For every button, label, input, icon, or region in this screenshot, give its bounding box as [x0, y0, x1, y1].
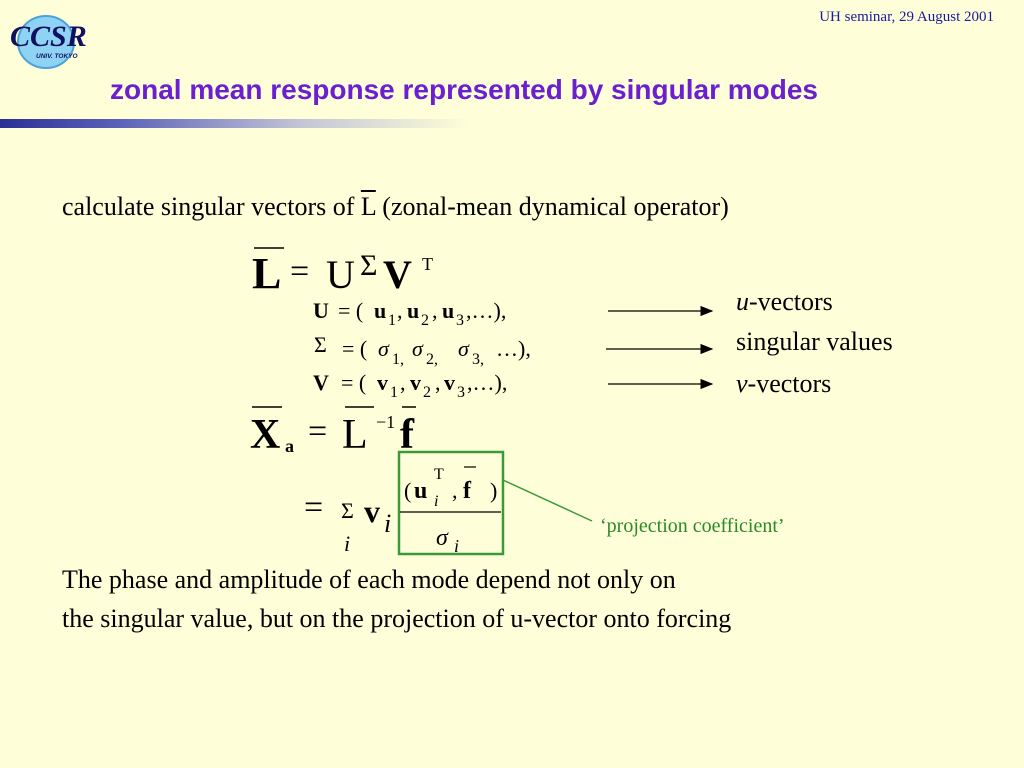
svg-text:V: V [313, 370, 329, 395]
expansion-equation [304, 452, 503, 556]
svg-text:): ) [490, 478, 498, 503]
svg-text:−1: −1 [376, 412, 396, 432]
svg-text:1: 1 [390, 384, 398, 401]
svg-text:3,: 3, [472, 351, 484, 368]
svg-text:U: U [326, 252, 355, 297]
conclusion-line-2: the singular value, but on the projection of u-vector onto forcing [62, 604, 732, 633]
v-vectors-label [736, 369, 831, 399]
svg-text:= (: = ( [341, 370, 367, 395]
svg-text:u: u [407, 298, 420, 323]
svg-text:…),: …), [496, 336, 531, 361]
svg-text:σ: σ [436, 525, 448, 551]
svg-text:,…),: ,…), [466, 298, 507, 323]
svg-text:T: T [434, 466, 444, 483]
slide-title: zonal mean response represented by singular modes [110, 74, 818, 105]
singular-values-label: singular values [736, 327, 893, 356]
svg-text:=: = [308, 413, 328, 450]
svg-text:Σ: Σ [360, 249, 378, 282]
conclusion-line-1: The phase and amplitude of each mode depend not only on [62, 565, 676, 594]
svg-text:,: , [400, 370, 406, 395]
sigma-definition [314, 332, 531, 368]
svg-text:f: f [463, 478, 471, 504]
svg-text:= (: = ( [342, 336, 368, 361]
svg-text:i: i [384, 509, 392, 538]
v-vectors-var: v [736, 369, 748, 398]
svg-text:,: , [435, 370, 441, 395]
conclusion-text [62, 560, 731, 638]
svg-text:3: 3 [457, 384, 465, 401]
svg-text:i: i [344, 531, 351, 556]
v-definition [313, 370, 507, 401]
svg-text:,: , [452, 478, 458, 503]
svg-text:f: f [400, 412, 414, 458]
operator-symbol: $\overline{L}$ [360, 192, 376, 221]
svg-text:Σ: Σ [341, 498, 354, 523]
u-definition [313, 298, 506, 329]
u-vectors-label [736, 287, 833, 317]
svg-text:σ: σ [378, 336, 389, 361]
svg-text:1: 1 [388, 312, 396, 329]
projection-connector-line [503, 480, 592, 521]
svg-text:UNIV. TOKYO: UNIV. TOKYO [36, 53, 78, 60]
svg-text:i: i [454, 536, 460, 556]
u-vectors-rest: -vectors [749, 287, 833, 316]
svg-text:(: ( [404, 478, 412, 503]
svg-text:2: 2 [423, 384, 431, 401]
svg-text:u: u [374, 298, 387, 323]
svg-text:2: 2 [421, 312, 429, 329]
svg-text:V: V [383, 252, 412, 297]
svg-text:L: L [252, 249, 282, 298]
svg-text:X: X [250, 412, 281, 458]
svg-text:Σ: Σ [314, 332, 327, 357]
svg-text:σ: σ [412, 336, 423, 361]
v-vectors-rest: -vectors [747, 369, 832, 398]
svg-text:T: T [422, 254, 433, 274]
svg-text:1,: 1, [392, 351, 404, 368]
svg-text:3: 3 [456, 312, 464, 329]
svg-text:,…),: ,…), [467, 370, 508, 395]
svg-text:i: i [434, 493, 439, 510]
svg-text:v: v [364, 493, 380, 529]
svg-text:a: a [285, 436, 294, 456]
svg-text:v: v [410, 370, 421, 395]
svg-text:=: = [304, 489, 324, 526]
svg-text:L: L [342, 412, 368, 458]
svd-equation [252, 248, 433, 298]
svg-text:v: v [377, 370, 388, 395]
svg-text:=: = [290, 253, 310, 290]
u-vectors-var: u [736, 287, 749, 316]
intro-suffix: (zonal-mean dynamical operator) [375, 192, 729, 221]
svg-text:CCSR: CCSR [10, 20, 87, 53]
intro-prefix: calculate singular vectors of [62, 192, 361, 221]
svg-text:U: U [313, 298, 329, 323]
svg-text:= (: = ( [338, 298, 364, 323]
svg-text:,: , [397, 298, 403, 323]
projection-coefficient-label: ‘projection coefficient’ [600, 515, 785, 537]
svg-text:2,: 2, [426, 351, 438, 368]
svg-text:,: , [432, 298, 438, 323]
response-equation [250, 407, 416, 458]
svg-text:v: v [444, 370, 455, 395]
svg-text:u: u [414, 478, 428, 504]
seminar-date-note: UH seminar, 29 August 2001 [819, 9, 994, 25]
svg-text:u: u [442, 298, 455, 323]
svg-text:σ: σ [458, 336, 469, 361]
